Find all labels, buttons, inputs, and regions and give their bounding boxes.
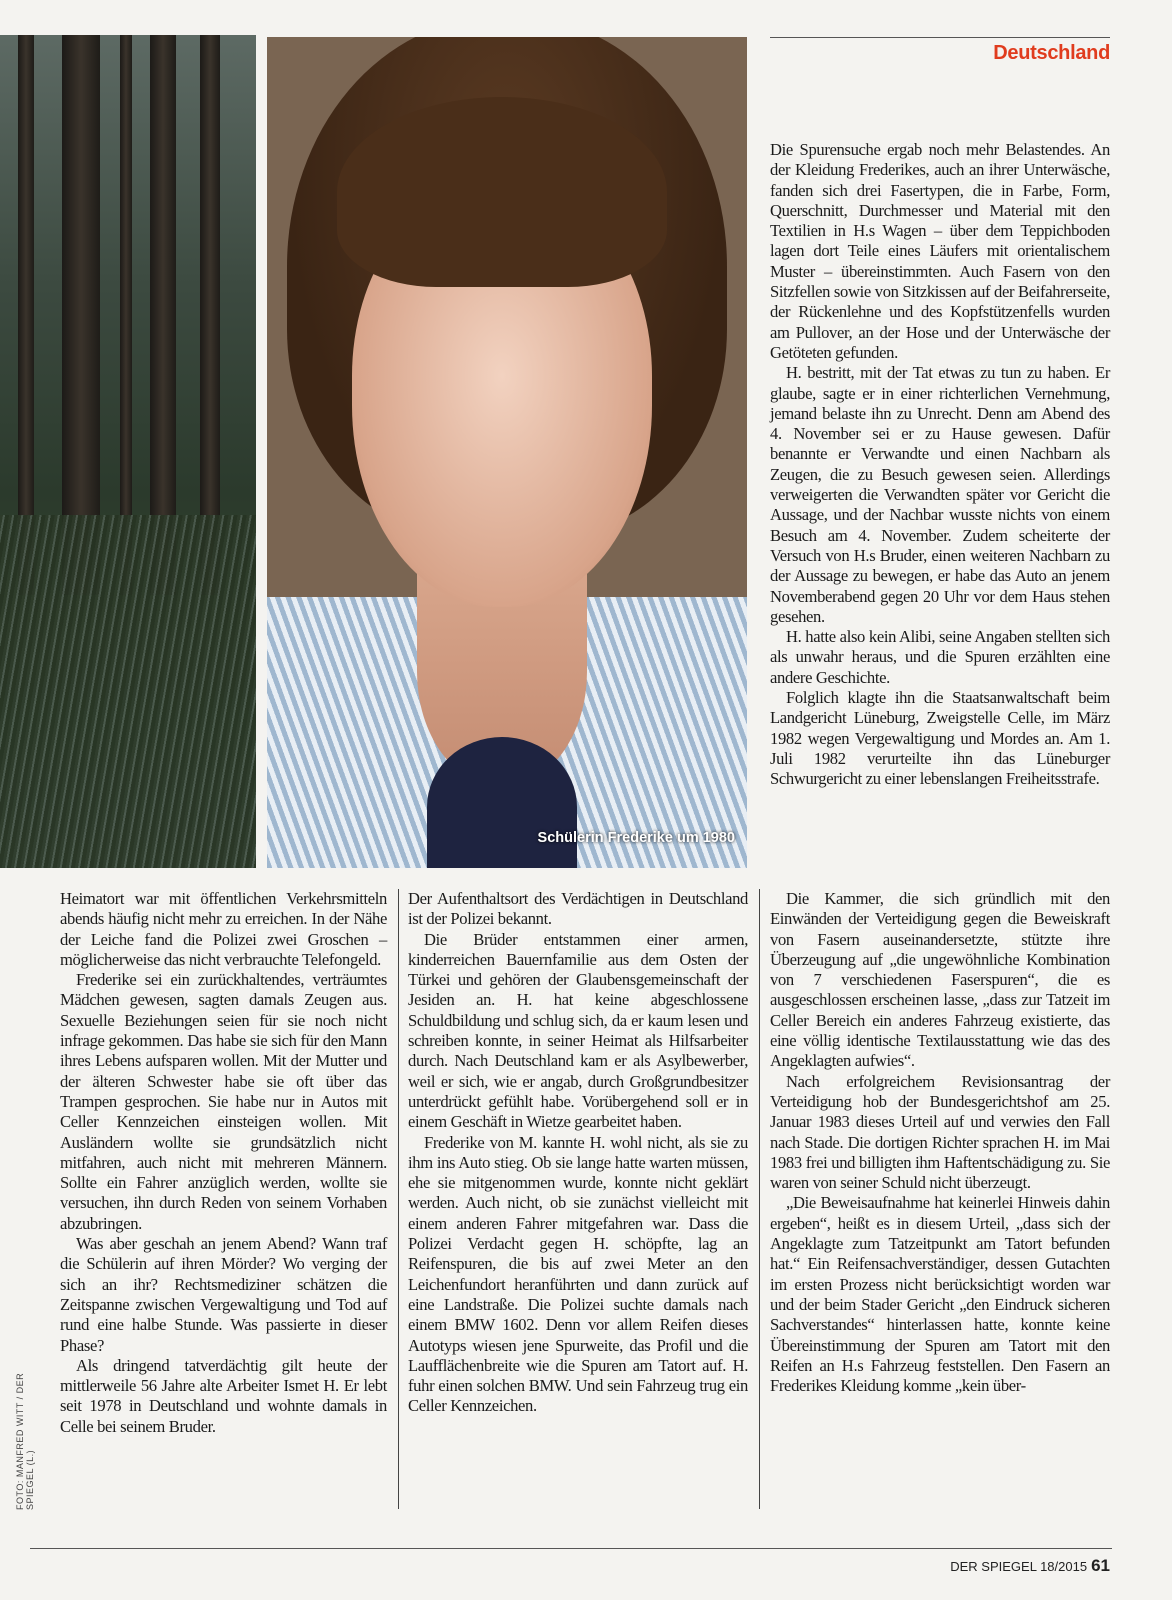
page-number: 61 (1091, 1556, 1110, 1575)
article-column-2 (408, 889, 748, 1417)
paragraph: Frederike von M. kannte H. wohl nicht, als sie zu ihm ins Auto stieg. Ob sie lange hatte warten müssen, ehe sie mitgenommen wurde, konnte nicht geklärt werden. Auch nicht, ob sie zunächst vielleicht mit einem anderen Fahrer mitgefahren war. Dass die Polizei Verdacht gegen H. schöpfte, lag an Reifenspuren, die bis auf zwei Meter an den Leichenfundort heranführten und dann zurück auf eine Landstraße. Die Polizei suchte damals nach einem BMW 1602. Denn vor allem Reifen dieses Autotyps wiesen jene Spurweite, das Profil und die Laufflächenbreite wie die Spuren am Tatort auf. H. fuhr einen solchen BMW. Und sein Fahrzeug trug ein Celler Kennzeichen. (408, 1132, 748, 1416)
paragraph: Folglich klagte ihn die Staatsanwaltschaft beim Landgericht Lüneburg, Zweigstelle Celle, im März 1982 wegen Vergewaltigung und Mordes an. Am 1. Juli 1982 verurteilte ihn das Lüneburger Schwurgericht zu einer lebenslangen Freiheitsstrafe. (770, 688, 1110, 789)
paragraph: Heimatort war mit öffentlichen Verkehrsmitteln abends häufig nicht mehr zu erreichen. In der Nähe der Leiche fand die Polizei zwei Groschen – möglicherweise das nicht verbrauchte Telefongeld. (60, 889, 387, 969)
paragraph: Als dringend tatverdächtig gilt heute der mittlerweile 56 Jahre alte Arbeiter Ismet H. Er lebt seit 1978 in Deutschland und wohnte damals in Celle bei seinem Bruder. (60, 1355, 387, 1436)
paragraph: Die Kammer, die sich gründlich mit den Einwänden der Verteidigung gegen die Beweiskraft von Fasern auseinandersetzte, stützte ihre Überzeugung auf „die ungewöhnliche Kombination von 7 verschiedenen Faserspuren“, die es ausgeschlossen erscheinen lasse, „dass zur Tatzeit im Celler Bereich ein anderes Fahrzeug existierte, das eine völlig identische Textilausstattung wie das des Angeklagten aufwies“. (770, 889, 1110, 1071)
section-title: Deutschland (993, 42, 1110, 64)
portrait-photo (267, 37, 747, 868)
paragraph: H. bestritt, mit der Tat etwas zu tun zu haben. Er glaube, sagte er in einer richterlichen Vernehmung, jemand belaste ihn zu Unrecht. Denn am Abend des 4. November sei er zu Hause gewesen. Dafür benannte er Verwandte und einen Nachbarn als Zeugen, die zu Besuch gewesen seien. Allerdings verweigerten die Verwandten später vor Gericht die Aussage, und der Nachbar wusste nichts von einem Besuch am 4. November. Zudem scheiterte der Versuch von H.s Bruder, einen weiteren Nachbarn zu der Aussage zu bewegen, er habe das Auto an jenem Novemberabend gegen 20 Uhr vor dem Haus stehen gesehen. (770, 363, 1110, 626)
paragraph: „Die Beweisaufnahme hat keinerlei Hinweis dahin ergeben“, heißt es in diesem Urteil, „dass sich der Angeklagte zum Tatzeitpunkt am Tatort befunden hat.“ Ein Reifensachverständiger, dessen Gutachten im ersten Prozess nicht berücksichtigt worden war und der beim Stader Gericht „den Eindruck sicheren Sachverstandes“ hinterlassen hatte, konnte keine Übereinstimmung der Spuren am Tatort mit den Reifen an H.s Fahrzeug feststellen. Den Fasern an Frederikes Kleidung komme „kein über- (770, 1193, 1110, 1396)
page-footer (950, 1556, 1110, 1576)
column-divider (759, 889, 760, 1509)
article-column-3 (770, 889, 1110, 1396)
paragraph: Die Spurensuche ergab noch mehr Belastendes. An der Kleidung Frederikes, auch an ihrer Unterwäsche, fanden sich drei Fasertypen, die in Farbe, Form, Querschnitt, Durchmesser und Material mit den Textilien in H.s Wagen – über dem Teppichboden lagen dort Teile eines Läufers mit orientalischem Muster – übereinstimmten. Auch Fasern von den Sitzfellen sowie von Sitzkissen auf der Beifahrerseite, der Rückenlehne und des Kopfstützenfells wurden am Pullover, an der Hose und der Unterwäsche der Getöteten gefunden. (770, 140, 1110, 362)
article-column-right-top (770, 140, 1110, 790)
paragraph: Was aber geschah an jenem Abend? Wann traf die Schülerin auf ihren Mörder? Wo verging der sich an ihr? Rechtsmediziner schätzen die Zeitspanne zwischen Vergewaltigung und Tod auf rund eine halbe Stunde. Was passierte in dieser Phase? (60, 1234, 387, 1355)
column-divider (398, 889, 399, 1509)
paragraph: Die Brüder entstammen einer armen, kinderreichen Bauernfamilie aus dem Osten der Türkei und gehören der Glaubensgemeinschaft der Jesiden an. H. hat keine abgeschlossene Schuldbildung und schlug sich, da er kaum lesen und schreiben konnte, in seiner Heimat als Hilfsarbeiter durch. Nach Deutschland kam er als Asylbewerber, weil er sich, wie er angab, durch Großgrundbesitzer unterdrückt gefühlt habe. Vorübergehend soll er in einem Geschäft in Wietze gearbeitet haben. (408, 929, 748, 1132)
magazine-issue: DER SPIEGEL 18/2015 (950, 1559, 1088, 1574)
paragraph: H. hatte also kein Alibi, seine Angaben stellten sich als unwahr heraus, und die Spuren erzählten eine andere Geschichte. (770, 627, 1110, 687)
paragraph: Der Aufenthaltsort des Verdächtigen in Deutschland ist der Polizei bekannt. (408, 889, 748, 929)
paragraph: Nach erfolgreichem Revisionsantrag der Verteidigung hob der Bundesgerichtshof am 25. Januar 1983 dieses Urteil auf und verwies den Fall nach Stade. Die dortigen Richter sprachen H. im Mai 1983 frei und billigten ihm Haftentschädigung zu. Sie waren von seiner Schuld nicht überzeugt. (770, 1071, 1110, 1193)
section-rule (770, 37, 1110, 38)
article-column-1 (60, 889, 387, 1437)
photo-caption: Schülerin Frederike um 1980 (537, 830, 735, 846)
photo-credit: FOTO: MANFRED WITT / DER SPIEGEL (L.) (15, 1372, 35, 1510)
paragraph: Frederike sei ein zurückhaltendes, verträumtes Mädchen gewesen, sagten damals Zeugen aus. Sexuelle Beziehungen seien für sie noch nicht infrage gekommen. Das habe sie sich für den Mann ihres Lebens aufsparen wollen. Mit der Mutter und der älteren Schwester habe sie oft über das Trampen gesprochen. Sie habe nur in Autos mit Celler Kennzeichen einsteigen wollen. Mit Ausländern wollte sie grundsätzlich nicht mitfahren, auch nicht mit mehreren Männern. Sollte ein Fahrer anzüglich werden, wollte sie versuchen, ihn durch Reden von seinem Vorhaben abzubringen. (60, 970, 387, 1233)
footer-rule (30, 1548, 1112, 1549)
forest-photo (0, 35, 256, 868)
